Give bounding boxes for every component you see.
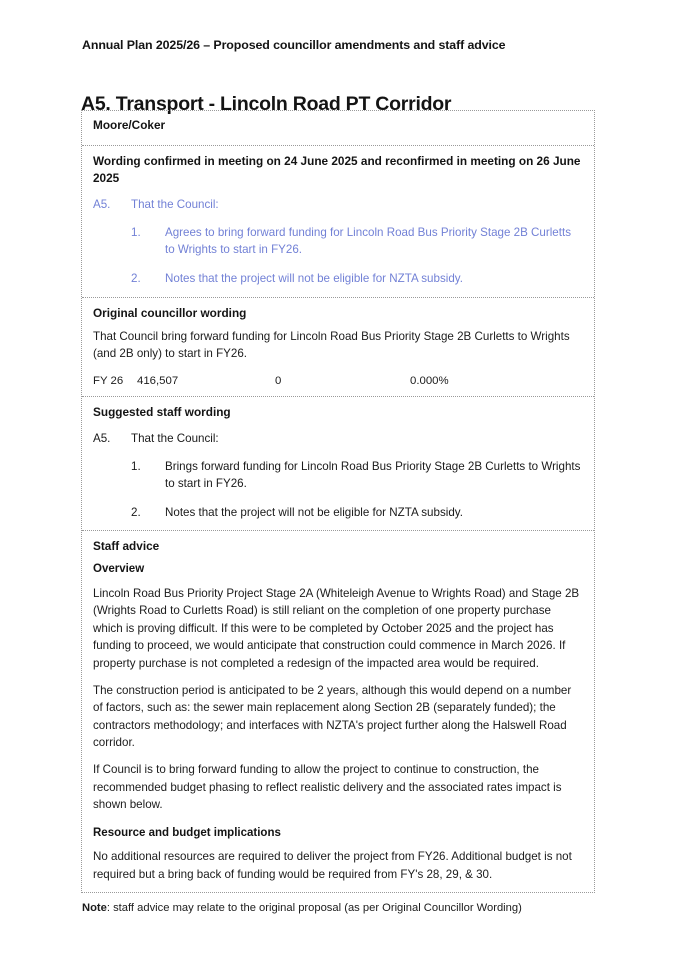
list-item (93, 270, 583, 288)
table-row-suggested-wording (82, 397, 594, 532)
financial-value: 0 (275, 374, 282, 387)
confirmed-clause-number: A5. (93, 198, 111, 212)
resource-budget-heading: Resource and budget implications (93, 826, 281, 839)
overview-paragraph-3: If Council is to bring forward funding to allow the project to continue to construction, the recommended budget phasing to reflect realistic delivery and the associated rates impact is shown below. (93, 763, 562, 812)
suggested-wording-heading: Suggested staff wording (93, 404, 231, 419)
list-item-text: Agrees to bring forward funding for Lincoln Road Bus Priority Stage 2B Curletts to Wrights to start in FY26. (165, 225, 571, 257)
list-item-text: Notes that the project will not be eligible for NZTA subsidy. (165, 271, 463, 285)
list-item-number: 1. (131, 225, 141, 239)
original-wording-heading: Original councillor wording (93, 305, 247, 320)
original-wording-paragraph: That Council bring forward funding for Lincoln Road Bus Priority Stage 2B Curletts to Wrights (and 2B only) to start in FY26. (93, 329, 570, 361)
suggested-clause-number: A5. (93, 431, 111, 445)
footnote-label: Note (82, 902, 107, 914)
table-row-staff-advice (82, 531, 594, 892)
suggested-clause-text: That the Council: (131, 431, 219, 445)
footnote-text: : staff advice may relate to the original proposal (as per Original Councillor Wording) (106, 902, 522, 914)
confirmed-wording-heading: Wording confirmed in meeting on 24 June 2025 and reconfirmed in meeting on 26 June 2025 (93, 153, 581, 186)
financial-row (93, 375, 583, 387)
suggested-clause (93, 430, 583, 448)
list-item-number: 2. (131, 505, 141, 519)
table-row-movers (82, 111, 594, 146)
resource-budget-paragraph: No additional resources are required to deliver the project from FY26. Additional budget is not required but a bring back of funding would be required from FY's 28, 29, & 30. (93, 849, 572, 881)
list-item-text: Notes that the project will not be eligible for NZTA subsidy. (165, 505, 463, 519)
overview-paragraph-1: Lincoln Road Bus Priority Project Stage 2A (Whiteleigh Avenue to Wrights Road) and Stage 2B (Wrights Road to Curletts Road) is still reliant on the completion of one property purchase which is proving difficult. If this were to be completed by October 2025 and the project has funding to proceed, we would anticipate that construction could commence in March 2026. If property purchase is not completed a redesign of the impacted area would be required. (93, 586, 580, 671)
staff-advice-heading: Staff advice (93, 539, 160, 554)
confirmed-item-list (93, 224, 583, 288)
list-item (93, 224, 583, 259)
list-item-text: Brings forward funding for Lincoln Road Bus Priority Stage 2B Curletts to Wrights to start in FY26. (165, 459, 581, 491)
table-row-confirmed-wording (82, 146, 594, 298)
table-row-original-wording (82, 298, 594, 397)
confirmed-clause (93, 196, 583, 214)
movers-label: Moore/Coker (93, 118, 166, 132)
footnote (82, 901, 602, 917)
document-header: Annual Plan 2025/26 – Proposed councillor amendments and staff advice (82, 38, 506, 52)
financial-period: FY 26 (93, 374, 124, 387)
overview-paragraph-2: The construction period is anticipated to be 2 years, although this would depend on a number of factors, such as: the sewer main replacement along Section 2B (separately funded); the contractors methodology; and interfaces with NZTA's project further along the Halswell Road corridor. (93, 683, 572, 750)
suggested-item-list (93, 458, 583, 522)
financial-amount: 416,507 (137, 374, 179, 387)
list-item-number: 2. (131, 271, 141, 285)
list-item-number: 1. (131, 459, 141, 473)
confirmed-clause-text: That the Council: (131, 198, 219, 212)
list-item (93, 458, 583, 493)
list-item (93, 504, 583, 522)
page-title: A5. Transport - Lincoln Road PT Corridor (81, 93, 452, 116)
amendment-table (81, 110, 595, 893)
overview-heading: Overview (93, 563, 145, 576)
financial-percentage: 0.000% (410, 374, 449, 387)
